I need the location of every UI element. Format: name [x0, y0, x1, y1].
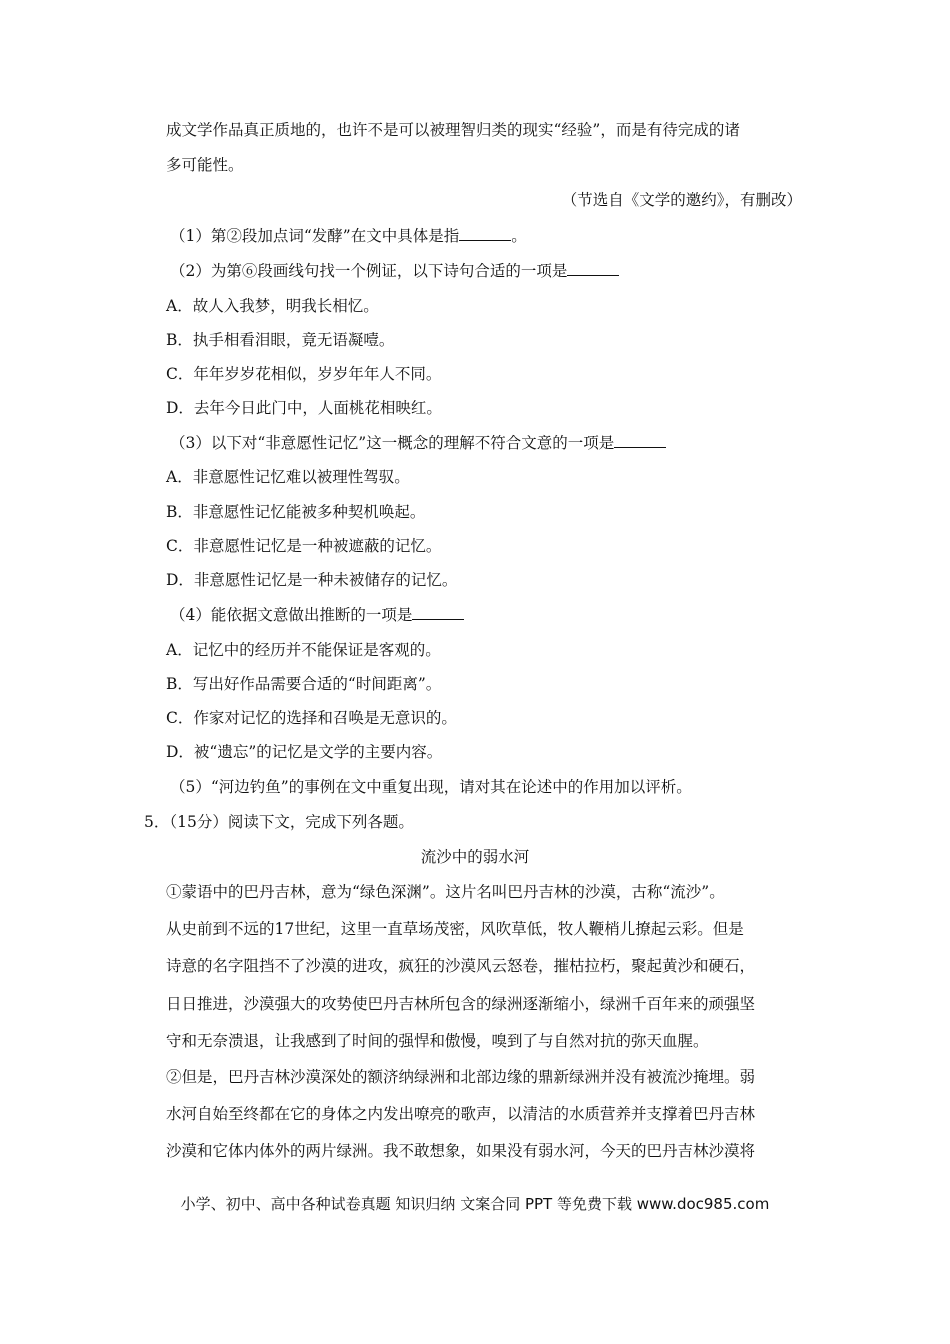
question-3: [170, 433, 666, 453]
option-item: C．非意愿性记忆是一种被遮蔽的记忆。: [166, 537, 442, 555]
paragraph-line: ①蒙语中的巴丹吉林，意为“绿色深渊”。这片名叫巴丹吉林的沙漠，古称“流沙”。: [166, 883, 725, 901]
answer-blank: [614, 433, 666, 448]
answer-blank: [412, 605, 464, 620]
passage-line: 成文学作品真正质地的，也许不是可以被理智归类的现实“经验”，而是有待完成的诸: [166, 121, 740, 139]
option-item: A．非意愿性记忆难以被理性驾驭。: [166, 468, 410, 486]
option-item: A．记忆中的经历并不能保证是客观的。: [166, 641, 441, 659]
paragraph-line: 日日推进，沙漠强大的攻势使巴丹吉林所包含的绿洲逐渐缩小，绿洲千百年来的顽强坚: [166, 995, 756, 1013]
option-item: B．非意愿性记忆能被多种契机唤起。: [166, 503, 426, 521]
passage-line: 多可能性。: [166, 156, 244, 174]
paragraph-line: ②但是，巴丹吉林沙漠深处的额济纳绿洲和北部边缘的鼎新绿洲并没有被流沙掩埋。弱: [166, 1068, 756, 1086]
question-2: [170, 261, 619, 281]
question-1: （1）第②段加点词“发酵”在文中具体是指 。: [170, 227, 527, 245]
paragraph-line: 沙漠和它体内体外的两片绿洲。我不敢想象，如果没有弱水河，今天的巴丹吉林沙漠将: [166, 1142, 756, 1160]
question-4: [170, 605, 464, 625]
option-item: C．年年岁岁花相似，岁岁年年人不同。: [166, 365, 442, 383]
question-5: （5）“河边钓鱼”的事例在文中重复出现，请对其在论述中的作用加以评析。: [170, 778, 692, 796]
question-4-text: （4）能依据文意做出推断的一项是: [170, 606, 413, 624]
paragraph-line: 守和无奈溃退，让我感到了时间的强悍和傲慢，嗅到了与自然对抗的弥天血腥。: [166, 1032, 709, 1050]
option-item: A．故人入我梦，明我长相忆。: [166, 297, 379, 315]
option-item: D．被“遗忘”的记忆是文学的主要内容。: [166, 743, 443, 761]
page-footer: 小学、初中、高中各种试卷真题 知识归纳 文案合同 PPT 等免费下载 www.doc985.com: [180, 1195, 770, 1213]
question-3-text: （3）以下对“非意愿性记忆”这一概念的理解不符合文意的一项是: [170, 434, 615, 452]
answer-blank: [567, 261, 619, 276]
option-item: D．去年今日此门中，人面桃花相映红。: [166, 399, 442, 417]
question-1-text: （1）第②段加点词“发酵”在文中具体是指: [170, 227, 460, 245]
passage-source: （节选自《文学的邀约》，有删改）: [561, 191, 802, 209]
option-item: B．写出好作品需要合适的“时间距离”。: [166, 675, 442, 693]
section-heading: 5．（15分）阅读下文，完成下列各题。: [144, 813, 414, 831]
option-item: D．非意愿性记忆是一种未被储存的记忆。: [166, 571, 458, 589]
option-item: B．执手相看泪眼，竟无语凝噎。: [166, 331, 395, 349]
paragraph-line: 水河自始至终都在它的身体之内发出嘹亮的歌声，以清洁的水质营养并支撑着巴丹吉林: [166, 1105, 756, 1123]
option-item: C．作家对记忆的选择和召唤是无意识的。: [166, 709, 457, 727]
paragraph-line: 从史前到不远的17世纪，这里一直草场茂密，风吹草低，牧人鞭梢儿撩起云彩。但是: [166, 920, 744, 938]
article-title: 流沙中的弱水河: [420, 848, 530, 866]
question-2-text: （2）为第⑥段画线句找一个例证，以下诗句合适的一项是: [170, 262, 568, 280]
answer-blank: [459, 226, 511, 241]
paragraph-line: 诗意的名字阻挡不了沙漠的进攻，疯狂的沙漠风云怒卷，摧枯拉朽，聚起黄沙和硬石，: [166, 957, 756, 975]
